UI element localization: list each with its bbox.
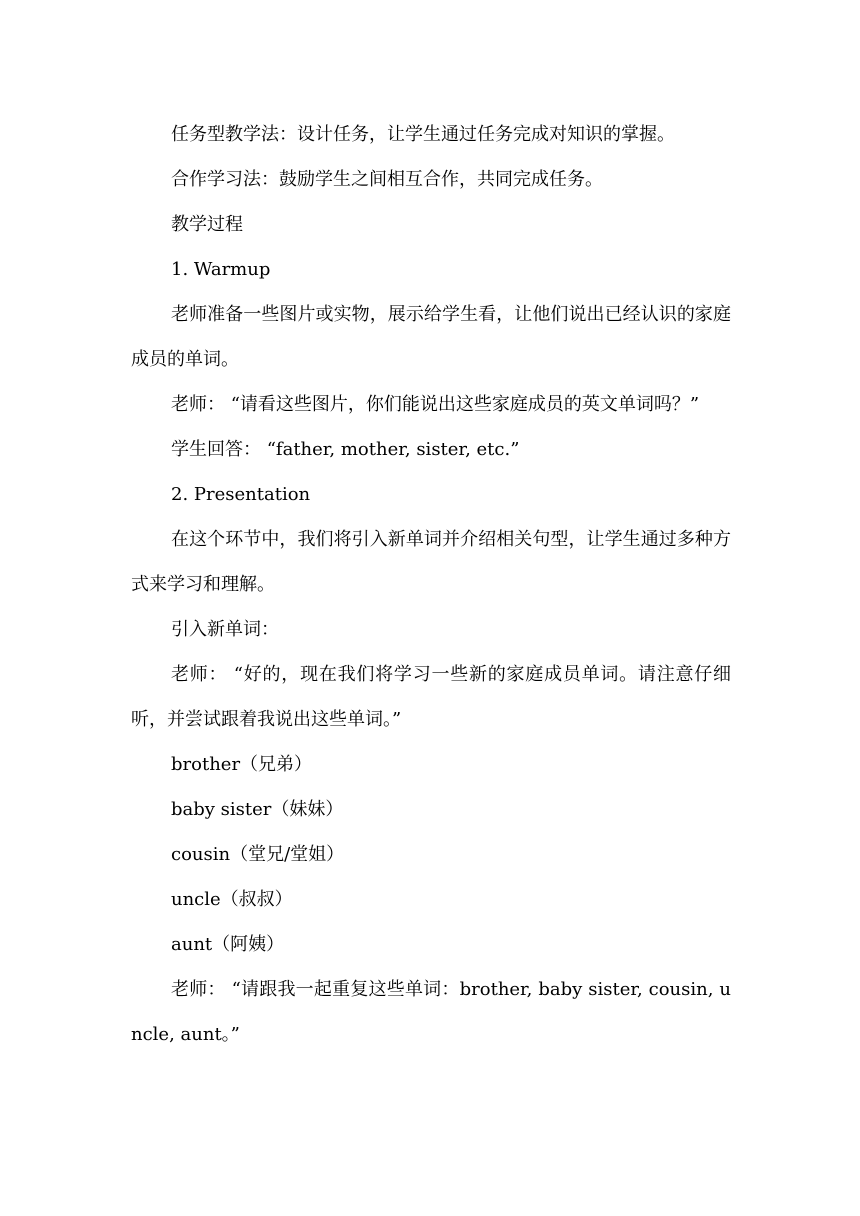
paragraph-method-cooperative: 合作学习法：鼓励学生之间相互合作，共同完成任务。 [171,169,603,190]
paragraph-teacher-question: 老师： “请看这些图片，你们能说出这些家庭成员的英文单词吗？” [171,394,700,415]
vocab-item-brother: brother（兄弟） [171,754,313,775]
vocab-item-uncle: uncle（叔叔） [171,889,293,910]
paragraph-teacher-new-words: 老师： “好的，现在我们将学习一些新的家庭成员单词。请注意仔细听，并尝试跟着我说出这些单词。” [131,664,731,730]
paragraph-method-task: 任务型教学法：设计任务，让学生通过任务完成对知识的掌握。 [171,124,675,145]
document-body [131,112,731,1057]
step-heading-presentation: 2. Presentation [171,484,311,505]
paragraph-presentation-description: 在这个环节中，我们将引入新单词并介绍相关句型，让学生通过多种方式来学习和理解。 [131,529,731,595]
vocab-item-cousin: cousin（堂兄/堂姐） [171,844,345,865]
paragraph-student-answer: 学生回答： “father, mother, sister, etc.” [171,439,520,460]
paragraph-warmup-description: 老师准备一些图片或实物，展示给学生看，让他们说出已经认识的家庭成员的单词。 [131,304,731,370]
step-heading-warmup: 1. Warmup [171,259,271,280]
section-heading-teaching-process: 教学过程 [171,214,243,235]
paragraph-new-words-intro: 引入新单词： [171,619,279,640]
vocab-item-baby-sister: baby sister（妹妹） [171,799,344,820]
vocab-item-aunt: aunt（阿姨） [171,934,285,955]
paragraph-teacher-repeat: 老师： “请跟我一起重复这些单词：brother, baby sister, cousin, uncle, aunt。” [131,979,731,1045]
